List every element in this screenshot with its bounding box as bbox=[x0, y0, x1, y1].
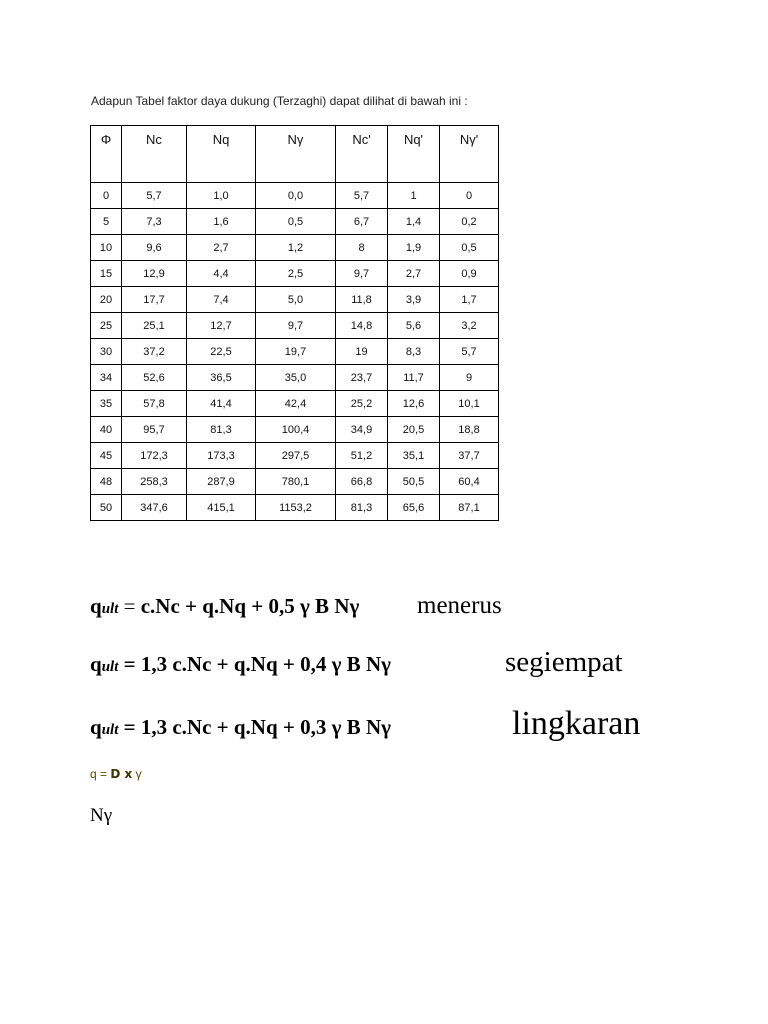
formula-eq: = bbox=[118, 652, 141, 676]
table-cell: 9,7 bbox=[256, 313, 336, 339]
table-cell: 36,5 bbox=[187, 365, 256, 391]
table-cell: 34 bbox=[91, 365, 122, 391]
table-cell: 1,0 bbox=[187, 183, 256, 209]
q-def-rhs: γ bbox=[132, 767, 142, 781]
formula-eq: = bbox=[118, 715, 141, 739]
table-row bbox=[91, 313, 499, 339]
table-cell: 51,2 bbox=[336, 443, 388, 469]
table-row bbox=[91, 469, 499, 495]
table-cell: 1,7 bbox=[440, 287, 499, 313]
table-cell: 3,9 bbox=[388, 287, 440, 313]
table-cell: 19 bbox=[336, 339, 388, 365]
header-phi: Φ bbox=[91, 126, 122, 183]
table-cell: 1153,2 bbox=[256, 495, 336, 521]
table-cell: 37,7 bbox=[440, 443, 499, 469]
table-cell: 1,9 bbox=[388, 235, 440, 261]
table-row bbox=[91, 287, 499, 313]
formula-eq: = bbox=[118, 594, 141, 618]
table-cell: 0,5 bbox=[440, 235, 499, 261]
table-cell: 20 bbox=[91, 287, 122, 313]
header-ngamma: Nγ bbox=[256, 126, 336, 183]
table-cell: 258,3 bbox=[122, 469, 187, 495]
table-cell: 0,0 bbox=[256, 183, 336, 209]
table-cell: 12,6 bbox=[388, 391, 440, 417]
table-cell: 4,4 bbox=[187, 261, 256, 287]
table-cell: 5,6 bbox=[388, 313, 440, 339]
table-cell: 287,9 bbox=[187, 469, 256, 495]
table-row bbox=[91, 183, 499, 209]
table-cell: 87,1 bbox=[440, 495, 499, 521]
table-cell: 48 bbox=[91, 469, 122, 495]
table-cell: 6,7 bbox=[336, 209, 388, 235]
table-cell: 10,1 bbox=[440, 391, 499, 417]
intro-text: Adapun Tabel faktor daya dukung (Terzaghi) dapat dilihat di bawah ini : bbox=[91, 94, 468, 108]
table-cell: 100,4 bbox=[256, 417, 336, 443]
table-cell: 8,3 bbox=[388, 339, 440, 365]
table-cell: 1,2 bbox=[256, 235, 336, 261]
table-cell: 25 bbox=[91, 313, 122, 339]
table-row bbox=[91, 495, 499, 521]
table-cell: 30 bbox=[91, 339, 122, 365]
table-cell: 35 bbox=[91, 391, 122, 417]
table-cell: 5,0 bbox=[256, 287, 336, 313]
table-row bbox=[91, 391, 499, 417]
table-cell: 5,7 bbox=[440, 339, 499, 365]
table-cell: 35,1 bbox=[388, 443, 440, 469]
table-cell: 57,8 bbox=[122, 391, 187, 417]
table-row bbox=[91, 417, 499, 443]
table-cell: 50,5 bbox=[388, 469, 440, 495]
table-cell: 0,2 bbox=[440, 209, 499, 235]
table-cell: 0,5 bbox=[256, 209, 336, 235]
formula-ult: ult bbox=[101, 722, 119, 738]
table-cell: 9,7 bbox=[336, 261, 388, 287]
formula-body: 1,3 c.Nc + q.Nq + 0,4 γ B Nγ bbox=[140, 652, 391, 676]
header-nq: Nq bbox=[187, 126, 256, 183]
table-cell: 5,7 bbox=[336, 183, 388, 209]
formula-q: q bbox=[90, 652, 102, 676]
table-cell: 780,1 bbox=[256, 469, 336, 495]
table-cell: 0 bbox=[91, 183, 122, 209]
table-cell: 9 bbox=[440, 365, 499, 391]
header-nc-prime: Nc' bbox=[336, 126, 388, 183]
table-cell: 14,8 bbox=[336, 313, 388, 339]
table-cell: 17,7 bbox=[122, 287, 187, 313]
table-cell: 2,7 bbox=[187, 235, 256, 261]
table-cell: 18,8 bbox=[440, 417, 499, 443]
table-cell: 0,9 bbox=[440, 261, 499, 287]
table-cell: 19,7 bbox=[256, 339, 336, 365]
label-menerus: menerus bbox=[417, 592, 502, 619]
table-header-row bbox=[91, 126, 499, 183]
table-cell: 347,6 bbox=[122, 495, 187, 521]
table-cell: 9,6 bbox=[122, 235, 187, 261]
table-cell: 40 bbox=[91, 417, 122, 443]
label-segiempat: segiempat bbox=[505, 646, 623, 678]
header-nq-prime: Nq' bbox=[388, 126, 440, 183]
q-definition bbox=[90, 767, 142, 781]
table-cell: 172,3 bbox=[122, 443, 187, 469]
formula-body: 1,3 c.Nc + q.Nq + 0,3 γ B Nγ bbox=[140, 715, 391, 739]
table-cell: 8 bbox=[336, 235, 388, 261]
header-ngamma-prime: Nγ' bbox=[440, 126, 499, 183]
table-cell: 35,0 bbox=[256, 365, 336, 391]
table-cell: 60,4 bbox=[440, 469, 499, 495]
formula-menerus bbox=[90, 594, 359, 619]
table-cell: 3,2 bbox=[440, 313, 499, 339]
table-cell: 50 bbox=[91, 495, 122, 521]
table-cell: 5 bbox=[91, 209, 122, 235]
table-cell: 41,4 bbox=[187, 391, 256, 417]
table-cell: 11,8 bbox=[336, 287, 388, 313]
header-nc: Nc bbox=[122, 126, 187, 183]
formula-ult: ult bbox=[101, 659, 119, 675]
table-cell: 65,6 bbox=[388, 495, 440, 521]
table-cell: 37,2 bbox=[122, 339, 187, 365]
table-cell: 7,3 bbox=[122, 209, 187, 235]
table-cell: 7,4 bbox=[187, 287, 256, 313]
table-cell: 23,7 bbox=[336, 365, 388, 391]
table-cell: 5,7 bbox=[122, 183, 187, 209]
table-cell: 0 bbox=[440, 183, 499, 209]
table-cell: 25,1 bbox=[122, 313, 187, 339]
table-row bbox=[91, 209, 499, 235]
table-cell: 2,7 bbox=[388, 261, 440, 287]
table-cell: 173,3 bbox=[187, 443, 256, 469]
table-cell: 297,5 bbox=[256, 443, 336, 469]
table-cell: 81,3 bbox=[336, 495, 388, 521]
label-lingkaran: lingkaran bbox=[512, 705, 641, 742]
table-cell: 22,5 bbox=[187, 339, 256, 365]
table-row bbox=[91, 235, 499, 261]
formula-q: q bbox=[90, 715, 102, 739]
table-cell: 15 bbox=[91, 261, 122, 287]
table-cell: 1 bbox=[388, 183, 440, 209]
table-cell: 81,3 bbox=[187, 417, 256, 443]
formula-segiempat bbox=[90, 652, 391, 677]
table-cell: 66,8 bbox=[336, 469, 388, 495]
table-cell: 42,4 bbox=[256, 391, 336, 417]
q-def-lhs: q = bbox=[90, 767, 111, 781]
table-cell: 25,2 bbox=[336, 391, 388, 417]
table-cell: 10 bbox=[91, 235, 122, 261]
table-cell: 34,9 bbox=[336, 417, 388, 443]
table-cell: 1,6 bbox=[187, 209, 256, 235]
table-cell: 95,7 bbox=[122, 417, 187, 443]
table-cell: 1,4 bbox=[388, 209, 440, 235]
formula-q: q bbox=[90, 594, 102, 618]
table-cell: 2,5 bbox=[256, 261, 336, 287]
formula-body: c.Nc + q.Nq + 0,5 γ B Nγ bbox=[140, 594, 360, 618]
table-cell: 12,9 bbox=[122, 261, 187, 287]
q-def-bold: D x bbox=[110, 767, 133, 781]
table-cell: 12,7 bbox=[187, 313, 256, 339]
table-cell: 11,7 bbox=[388, 365, 440, 391]
table-row bbox=[91, 339, 499, 365]
table-row bbox=[91, 365, 499, 391]
formula-lingkaran bbox=[90, 715, 391, 740]
bearing-capacity-table bbox=[90, 125, 499, 521]
table-row bbox=[91, 443, 499, 469]
ngamma-text: Nγ bbox=[90, 805, 113, 826]
table-cell: 52,6 bbox=[122, 365, 187, 391]
table-cell: 20,5 bbox=[388, 417, 440, 443]
table-cell: 45 bbox=[91, 443, 122, 469]
table-cell: 415,1 bbox=[187, 495, 256, 521]
table-body bbox=[91, 183, 499, 521]
formula-ult: ult bbox=[101, 601, 119, 617]
table-row bbox=[91, 261, 499, 287]
